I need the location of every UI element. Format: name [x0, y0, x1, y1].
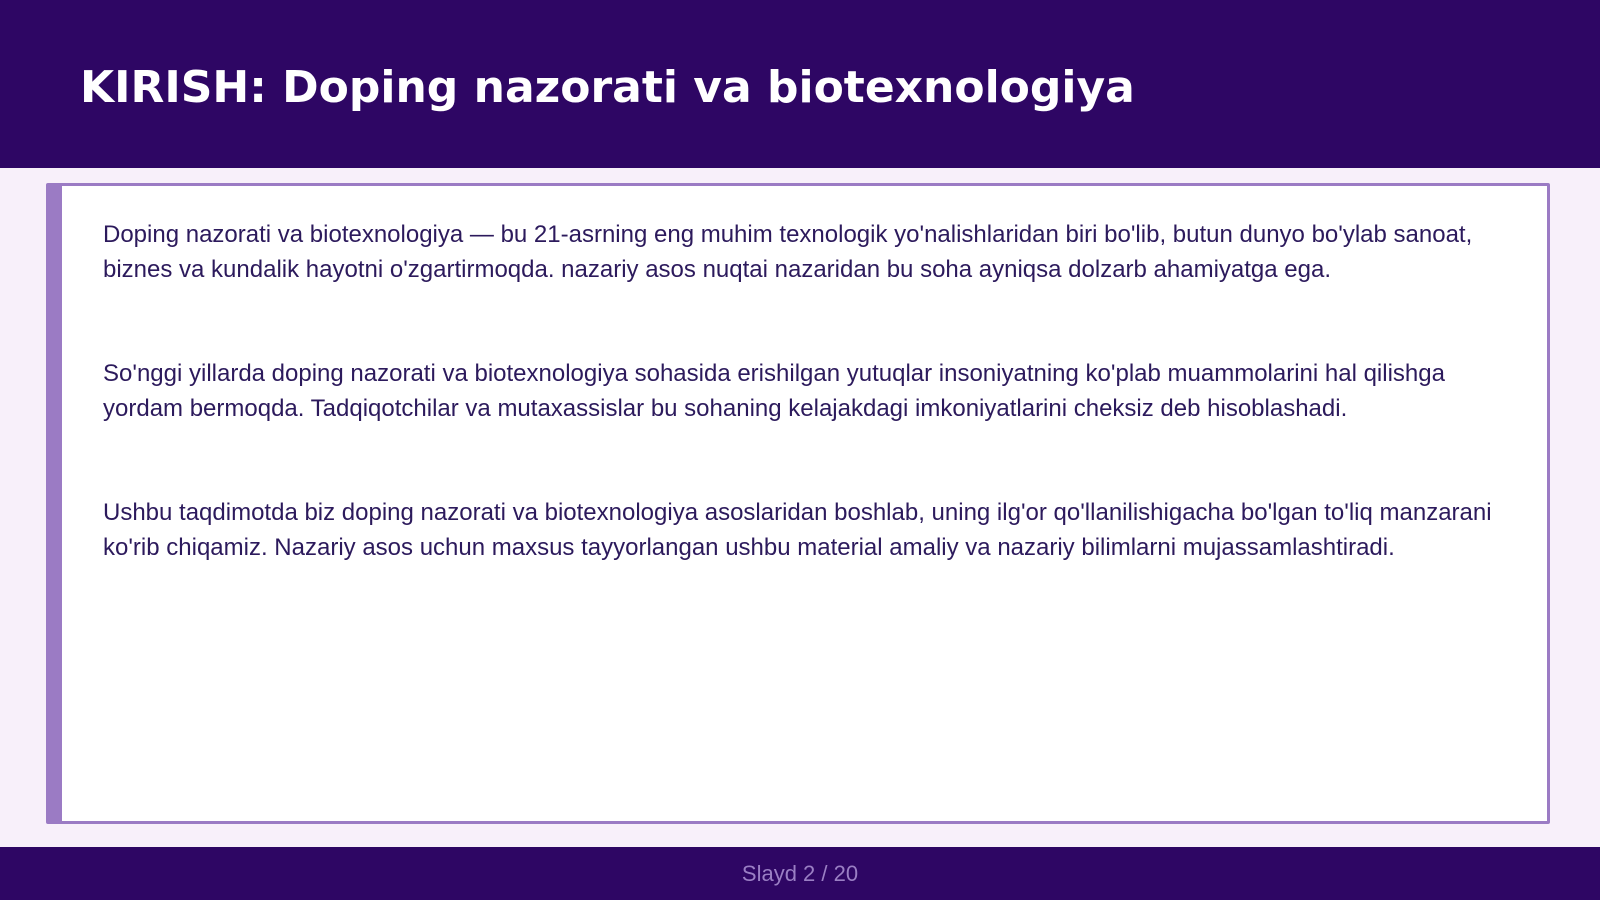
slide-header — [0, 0, 1600, 168]
paragraph-intro: Doping nazorati va biotexnologiya — bu 21-asrning eng muhim texnologik yo'nalishlaridan biri bo'lib, butun dunyo bo'ylab sanoat, biznes va kundalik hayotni o'zgartirmoqda. nazariy asos nuqtai nazaridan bu soha ayniqsa dolzarb ahamiyatga ega. — [103, 221, 1473, 283]
paragraph-overview: Ushbu taqdimotda biz doping nazorati va biotexnologiya asoslaridan boshlab, uning ilg'or qo'llanilishigacha bo'lgan to'liq manzarani ko'rib chiqamiz. Nazariy asos uchun maxsus tayyorlangan ushbu material amaliy va nazariy bilimlarni mujassamlashtiradi. — [103, 499, 1492, 561]
content-card — [46, 183, 1550, 824]
slide-footer — [0, 847, 1600, 900]
slide-number: Slayd 2 / 20 — [741, 861, 859, 886]
slide-title: KIRISH: Doping nazorati va biotexnologiya — [80, 62, 1135, 113]
paragraph-achievements: So'nggi yillarda doping nazorati va biotexnologiya sohasida erishilgan yutuqlar insoniyatning ko'plab muammolarini hal qilishga yordam bermoqda. Tadqiqotchilar va mutaxassislar bu sohaning kelajakdagi imkoniyatlarini cheksiz deb hisoblashadi. — [103, 360, 1445, 422]
